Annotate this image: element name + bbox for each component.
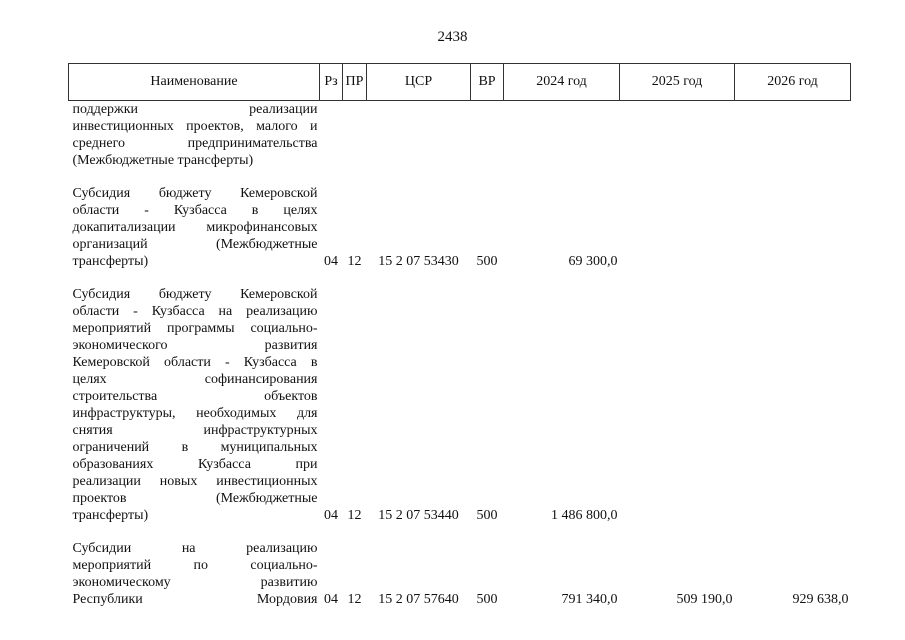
name-line: докапитализации микрофинансовых (72, 220, 318, 235)
cell-name (69, 540, 320, 608)
cell-rz (320, 101, 343, 170)
cell-csr (367, 101, 471, 170)
cell-2026: 929 638,0 (792, 592, 849, 607)
cell-csr: 15 2 07 53430 (378, 254, 459, 269)
table-row (69, 286, 851, 524)
cell-2025 (620, 101, 735, 170)
table-header-row (69, 64, 851, 101)
cell-vr (471, 101, 504, 170)
name-line: целях софинансирования (72, 372, 318, 387)
cell-vr: 500 (476, 254, 498, 269)
header-rz: Рз (320, 64, 343, 101)
cell-2025: 509 190,0 (676, 592, 733, 607)
cell-2026 (735, 101, 851, 170)
name-line: экономическому развитию (72, 575, 318, 590)
name-line: области - Кузбасса в целях (72, 203, 318, 218)
cell-name (69, 101, 320, 170)
cell-vr: 500 (476, 508, 498, 523)
name-line: проектов (Межбюджетные (72, 491, 318, 506)
name-line: экономического развития (72, 338, 318, 353)
name-line: мероприятий программы социально- (72, 321, 318, 336)
name-line: Республики Мордовия (72, 592, 318, 607)
name-line: строительства объектов (72, 389, 318, 404)
cell-csr: 15 2 07 57640 (378, 592, 459, 607)
cell-pr (343, 101, 367, 170)
header-name: Наименование (69, 64, 320, 101)
name-line: трансферты) (72, 254, 149, 269)
name-line: Кемеровской области - Кузбасса в (72, 355, 318, 370)
row-spacer (69, 169, 851, 185)
table-row (69, 185, 851, 270)
name-line: снятия инфраструктурных (72, 423, 318, 438)
name-line: мероприятий по социально- (72, 558, 318, 573)
name-line: трансферты) (72, 508, 149, 523)
name-line: организаций (Межбюджетные (72, 237, 318, 252)
cell-name (69, 185, 320, 270)
header-2026: 2026 год (735, 64, 851, 101)
cell-vr: 500 (476, 592, 498, 607)
header-2024: 2024 год (504, 64, 620, 101)
row-spacer (69, 270, 851, 286)
cell-rz: 04 (324, 254, 338, 269)
budget-table (68, 63, 851, 608)
header-csr: ЦСР (367, 64, 471, 101)
cell-2026 (735, 286, 851, 524)
cell-name (69, 286, 320, 524)
name-line: Субсидия бюджету Кемеровской (72, 287, 318, 302)
cell-pr: 12 (347, 508, 362, 523)
name-line: реализации новых инвестиционных (72, 474, 318, 489)
cell-2024: 69 300,0 (568, 254, 618, 269)
cell-2024: 1 486 800,0 (551, 508, 618, 523)
cell-2025 (620, 185, 735, 270)
table-row (69, 101, 851, 170)
cell-2024: 791 340,0 (561, 592, 618, 607)
cell-rz: 04 (324, 592, 338, 607)
name-line: инфраструктуры, необходимых для (72, 406, 318, 421)
cell-rz: 04 (324, 508, 338, 523)
cell-2025 (620, 286, 735, 524)
table-body (69, 101, 851, 609)
header-vr: ВР (471, 64, 504, 101)
cell-2026 (735, 185, 851, 270)
name-line: ограничений в муниципальных (72, 440, 318, 455)
page-number: 2438 (437, 29, 468, 45)
cell-pr: 12 (347, 592, 362, 607)
name-line: (Межбюджетные трансферты) (72, 153, 254, 168)
name-line: образованиях Кузбасса при (72, 457, 318, 472)
table-row (69, 540, 851, 608)
cell-csr: 15 2 07 53440 (378, 508, 459, 523)
name-line: Субсидия бюджету Кемеровской (72, 186, 318, 201)
header-pr: ПР (343, 64, 367, 101)
cell-pr: 12 (347, 254, 362, 269)
name-line: среднего предпринимательства (72, 136, 318, 151)
row-spacer (69, 524, 851, 540)
cell-2024 (504, 101, 620, 170)
header-2025: 2025 год (620, 64, 735, 101)
name-line: Субсидии на реализацию (72, 541, 318, 556)
name-line: инвестиционных проектов, малого и (72, 119, 318, 134)
name-line: поддержки реализации (72, 102, 318, 117)
name-line: области - Кузбасса на реализацию (72, 304, 318, 319)
